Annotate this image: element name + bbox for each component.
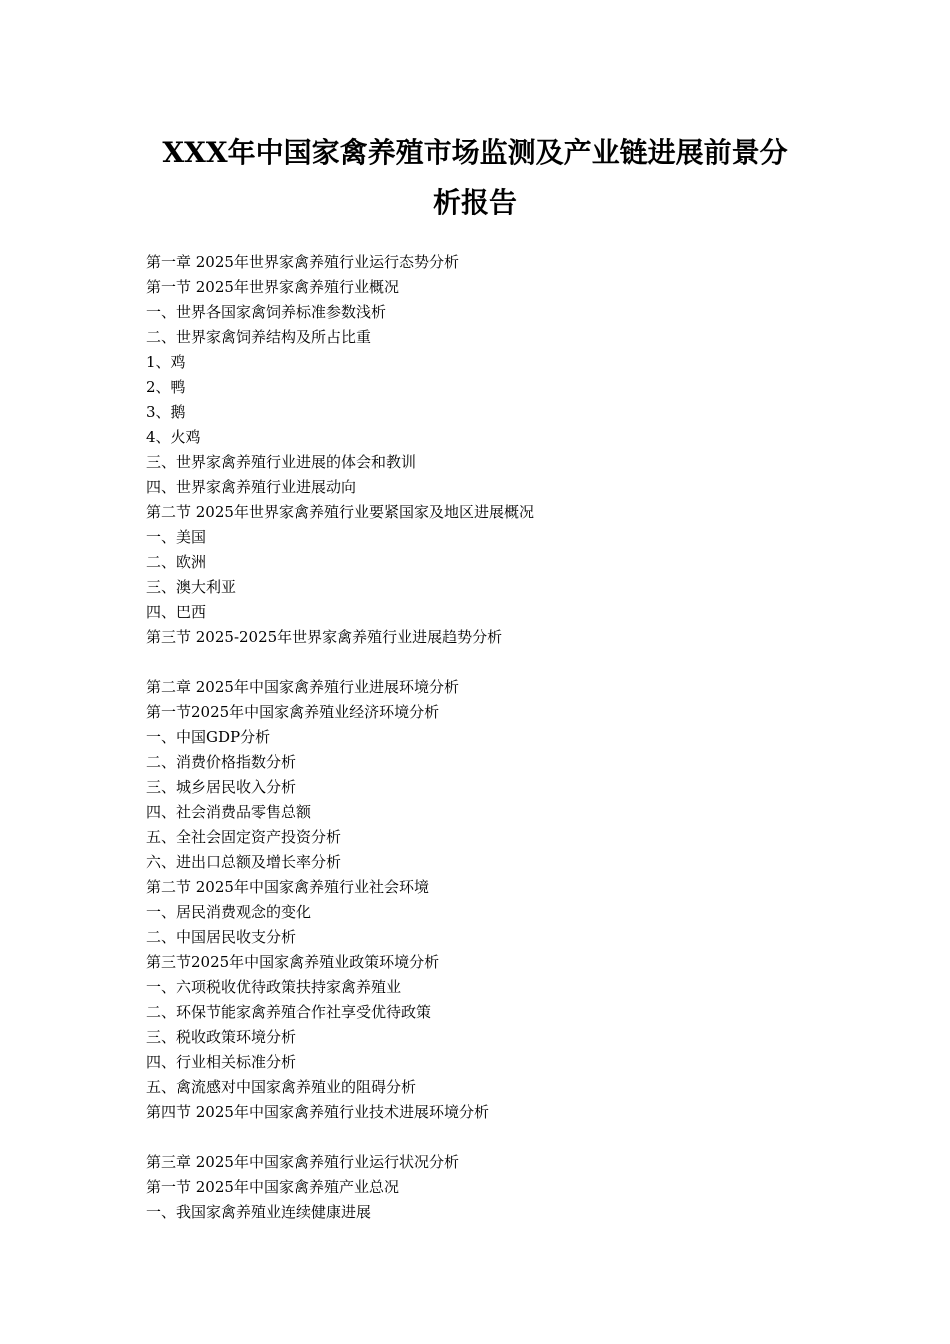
toc-entry: 第二节 2025年中国家禽养殖行业社会环境 bbox=[146, 878, 429, 896]
toc-entry: 三、税收政策环境分析 bbox=[146, 1028, 297, 1046]
toc-entry: 二、中国居民收支分析 bbox=[146, 928, 297, 946]
toc-entry: 1、鸡 bbox=[146, 353, 186, 371]
toc-spacer bbox=[146, 1125, 846, 1150]
toc-entry: 2、鸭 bbox=[146, 378, 186, 396]
toc-entry: 第一章 2025年世界家禽养殖行业运行态势分析 bbox=[146, 253, 459, 271]
table-of-contents bbox=[146, 250, 846, 1225]
toc-entry: 四、世界家禽养殖行业进展动向 bbox=[146, 478, 357, 496]
toc-spacer bbox=[146, 650, 846, 675]
toc-entry: 二、消费价格指数分析 bbox=[146, 753, 297, 771]
toc-entry: 第三节 2025-2025年世界家禽养殖行业进展趋势分析 bbox=[146, 628, 503, 646]
document-title bbox=[120, 128, 830, 228]
toc-entry: 二、世界家禽饲养结构及所占比重 bbox=[146, 328, 372, 346]
toc-entry: 五、全社会固定资产投资分析 bbox=[146, 828, 342, 846]
toc-entry: 二、欧洲 bbox=[146, 553, 207, 571]
toc-entry: 五、禽流感对中国家禽养殖业的阻碍分析 bbox=[146, 1078, 417, 1096]
toc-entry: 第一节 2025年世界家禽养殖行业概况 bbox=[146, 278, 399, 296]
toc-entry: 四、巴西 bbox=[146, 603, 207, 621]
toc-entry: 第二节 2025年世界家禽养殖行业要紧国家及地区进展概况 bbox=[146, 503, 534, 521]
toc-entry: 二、环保节能家禽养殖合作社享受优待政策 bbox=[146, 1003, 432, 1021]
toc-entry: 一、美国 bbox=[146, 528, 207, 546]
toc-entry: 一、我国家禽养殖业连续健康进展 bbox=[146, 1203, 372, 1221]
toc-entry: 第三章 2025年中国家禽养殖行业运行状况分析 bbox=[146, 1153, 459, 1171]
document-title-line-1: XXX年中国家禽养殖市场监测及产业链进展前景分 bbox=[162, 136, 788, 169]
toc-entry: 第三节2025年中国家禽养殖业政策环境分析 bbox=[146, 953, 440, 971]
toc-entry: 三、城乡居民收入分析 bbox=[146, 778, 297, 796]
toc-entry: 3、鹅 bbox=[146, 403, 186, 421]
toc-entry: 三、澳大利亚 bbox=[146, 578, 237, 596]
toc-entry: 一、世界各国家禽饲养标准参数浅析 bbox=[146, 303, 387, 321]
toc-entry: 一、六项税收优待政策扶持家禽养殖业 bbox=[146, 978, 402, 996]
toc-entry: 第一节2025年中国家禽养殖业经济环境分析 bbox=[146, 703, 440, 721]
toc-entry: 一、中国GDP分析 bbox=[146, 728, 271, 746]
toc-entry: 四、行业相关标准分析 bbox=[146, 1053, 297, 1071]
toc-entry: 四、社会消费品零售总额 bbox=[146, 803, 312, 821]
toc-entry: 4、火鸡 bbox=[146, 428, 201, 446]
toc-entry: 第二章 2025年中国家禽养殖行业进展环境分析 bbox=[146, 678, 459, 696]
toc-entry: 第四节 2025年中国家禽养殖行业技术进展环境分析 bbox=[146, 1103, 489, 1121]
toc-entry: 第一节 2025年中国家禽养殖产业总况 bbox=[146, 1178, 399, 1196]
toc-entry: 三、世界家禽养殖行业进展的体会和教训 bbox=[146, 453, 417, 471]
toc-entry: 六、进出口总额及增长率分析 bbox=[146, 853, 342, 871]
toc-entry: 一、居民消费观念的变化 bbox=[146, 903, 312, 921]
document-title-line-2: 析报告 bbox=[432, 186, 517, 219]
